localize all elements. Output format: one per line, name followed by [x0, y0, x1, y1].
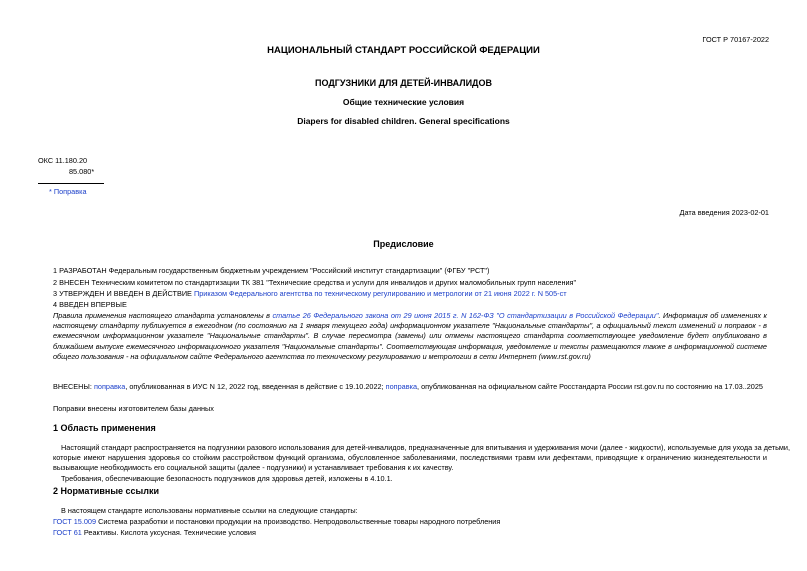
amendments-note: Поправки внесены изготовителем базы данных [53, 404, 214, 413]
rules-line-4: ближайшем выпуске ежемесячного информационного указателя "Национальные стандарты". Соответствующая информация, уведомление и тексты размещаются также в информационной системе [53, 341, 767, 351]
document-title: ПОДГУЗНИКИ ДЛЯ ДЕТЕЙ-ИНВАЛИДОВ [315, 78, 492, 88]
federal-law-link[interactable]: статье 26 Федерального закона от 29 июня 2015 г. N 162-ФЗ "О стандартизации в Российской Федерации" [272, 311, 659, 320]
gost-15-009-link[interactable]: ГОСТ 15.009 [53, 517, 97, 526]
approval-order-link[interactable]: Приказом Федерального агентства по техническому регулированию и метрологии от 21 июня 2022 г. N 505-ст [193, 289, 567, 298]
rules-line-2: настоящему стандарту публикуется в ежегодном (по состоянию на 1 января текущего года) информационном указателе "Национальные стандарты", а официальный текст изменений и поправок - в [53, 321, 767, 331]
application-rules-paragraph [53, 311, 767, 362]
scope-line-2: которые имеют нарушения здоровья со стойким расстройством функций организма, обусловленное заболеваниями, последствиями травм или дефектами, приводящие к ограничению жизнедеятельности и [53, 453, 767, 463]
foreword-item-1: 1 РАЗРАБОТАН Федеральным государственным бюджетным учреждением "Российский институт стандартизации" (ФГБУ "РСТ") [53, 266, 490, 275]
amendments-prefix: ВНЕСЕНЫ: [53, 382, 92, 391]
scope-safety-note: Требования, обеспечивающие безопасность подгузников для здоровья детей, изложены в 4.10.1. [61, 474, 393, 483]
section-2-heading: 2 Нормативные ссылки [53, 486, 159, 496]
normative-refs-intro: В настоящем стандарте использованы нормативные ссылки на следующие стандарты: [61, 506, 358, 515]
gost-61-link[interactable]: ГОСТ 61 [53, 528, 82, 537]
english-title: Diapers for disabled children. General specifications [297, 116, 510, 126]
rules-line-3: ежемесячном информационном указателе "Национальные стандарты". В случае пересмотра (замены) или отмены настоящего стандарта соответствующее уведомление будет опубликовано в [53, 331, 767, 341]
normative-ref-2-title: Реактивы. Кислота уксусная. Технические условия [81, 528, 256, 537]
foreword-item-4: 4 ВВЕДЕН ВПЕРВЫЕ [53, 300, 127, 309]
document-subtitle: Общие технические условия [342, 97, 465, 107]
amendment-link-2[interactable]: поправка [385, 382, 418, 391]
national-standard-heading: НАЦИОНАЛЬНЫЙ СТАНДАРТ РОССИЙСКОЙ ФЕДЕРАЦИИ [267, 45, 540, 56]
footnote-separator [38, 183, 104, 184]
oks-code: ОКС 11.180.20 [38, 156, 88, 165]
oks-code-2: 85.080* [69, 167, 95, 176]
foreword-item-2: 2 ВНЕСЕН Техническим комитетом по стандартизации ТК 381 "Технические средства и услуги для инвалидов и других маломобильных групп населения" [53, 278, 577, 287]
introduction-date: Дата введения 2023-02-01 [679, 208, 769, 217]
amendments-mid: , опубликованная в ИУС N 12, 2022 год, введенная в действие с 19.10.2022; [125, 382, 384, 391]
section-1-heading: 1 Область применения [53, 423, 156, 433]
amendments-line [53, 382, 763, 392]
scope-line-3: вызывающие необходимость его социальной защиты (далее - подгузники) и устанавливает требования к их качеству. [53, 463, 454, 473]
foreword-item-3 [53, 289, 567, 299]
rules-line-5: общего пользования - на официальном сайте Федерального агентства по техническому регулированию и метрологии в сети Интернет (www.rst.gov.ru) [53, 351, 591, 361]
amendment-footnote-link[interactable]: * Поправка [49, 187, 87, 196]
rules-text-b: . Информация об изменениях к [658, 311, 767, 320]
normative-ref-1-title: Система разработки и постановки продукции на производство. Непродовольственные товары народного потребления [96, 517, 501, 526]
scope-paragraph [53, 443, 791, 474]
foreword-item-3-text: 3 УТВЕРЖДЕН И ВВЕДЕН В ДЕЙСТВИЕ [53, 289, 192, 298]
rules-text-a: Правила применения настоящего стандарта установлены в [53, 311, 270, 320]
doc-code: ГОСТ Р 70167-2022 [702, 35, 769, 44]
foreword-heading: Предисловие [373, 239, 434, 249]
normative-ref-1 [53, 517, 500, 527]
amendments-suffix: , опубликованная на официальном сайте Росстандарта России rst.gov.ru по состоянию на 17.03..2025 [417, 382, 763, 391]
normative-ref-2 [53, 528, 256, 538]
rules-line-1 [53, 311, 767, 321]
amendment-link-1[interactable]: поправка [93, 382, 126, 391]
scope-line-1: Настоящий стандарт распространяется на подгузники разового использования для детей-инвалидов, предназначенные для впитывания и удерживания мочи (далее - жидкости), используемые для ухода за детьми, [61, 443, 791, 452]
